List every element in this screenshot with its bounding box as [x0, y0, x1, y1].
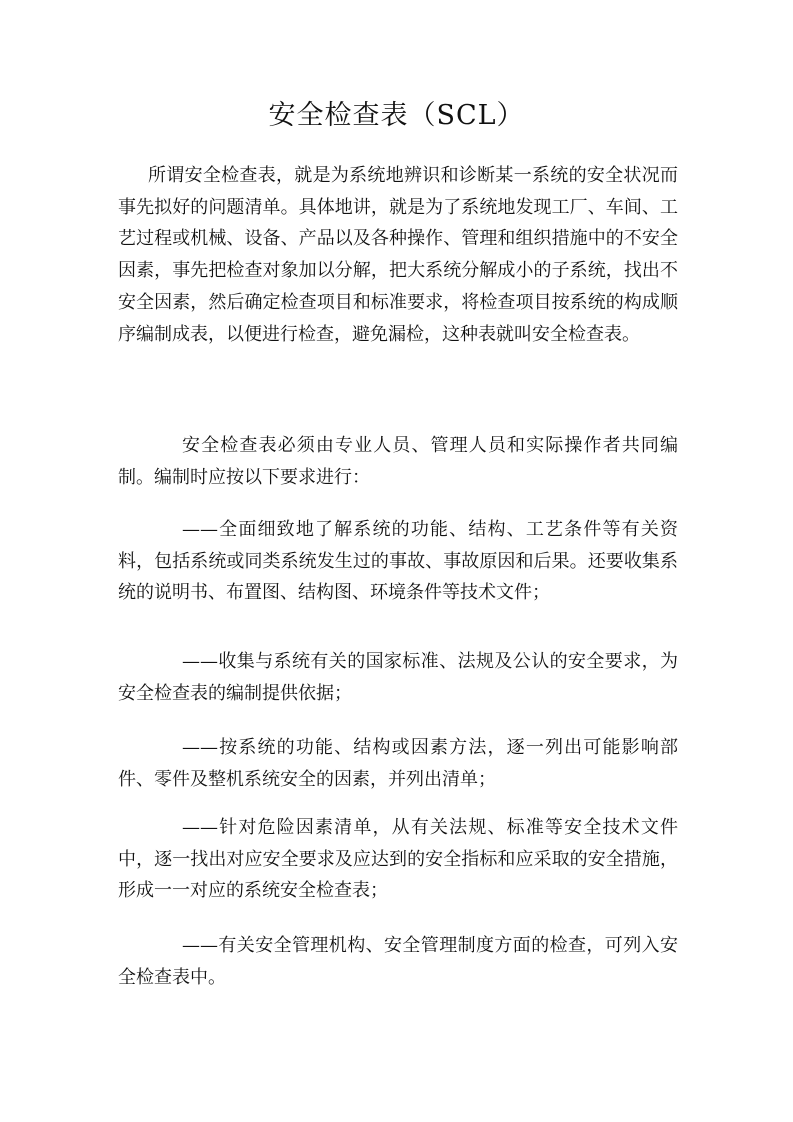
paragraph-requirement-safety-measures: ——针对危险因素清单，从有关法规、标准等安全技术文件中，逐一找出对应安全要求及应达到的安全指标和应采取的安全措施，形成一一对应的系统安全检查表； — [118, 817, 678, 902]
paragraph-compilation-intro: 安全检查表必须由专业人员、管理人员和实际操作者共同编制。编制时应按以下要求进行： — [118, 435, 678, 488]
document-title: 安全检查表（SCL） — [268, 100, 525, 131]
paragraph-requirement-understand-system: ——全面细致地了解系统的功能、结构、工艺条件等有关资料，包括系统或同类系统发生过的事故、事故原因和后果。还要收集系统的说明书、布置图、结构图、环境条件等技术文件； — [118, 519, 678, 604]
paragraph-requirement-list-factors: ——按系统的功能、结构或因素方法，逐一列出可能影响部件、零件及整机系统安全的因素，并列出清单； — [118, 737, 678, 790]
paragraph-requirement-collect-standards: ——收集与系统有关的国家标准、法规及公认的安全要求，为安全检查表的编制提供依据； — [118, 651, 678, 704]
paragraph-definition: 所谓安全检查表，就是为系统地辨识和诊断某一系统的安全状况而事先拟好的问题清单。具体地讲，就是为了系统地发现工厂、车间、工艺过程或机械、设备、产品以及各种操作、管理和组织措施中的不安全因素，事先把检查对象加以分解，把大系统分解成小的子系统，找出不安全因素，然后确定检查项目和标准要求，将检查项目按系统的构成顺序编制成表，以便进行检查，避免漏检，这种表就叫安全检查表。 — [118, 165, 678, 345]
paragraph-requirement-management: ——有关安全管理机构、安全管理制度方面的检查，可列入安全检查表中。 — [118, 935, 678, 988]
